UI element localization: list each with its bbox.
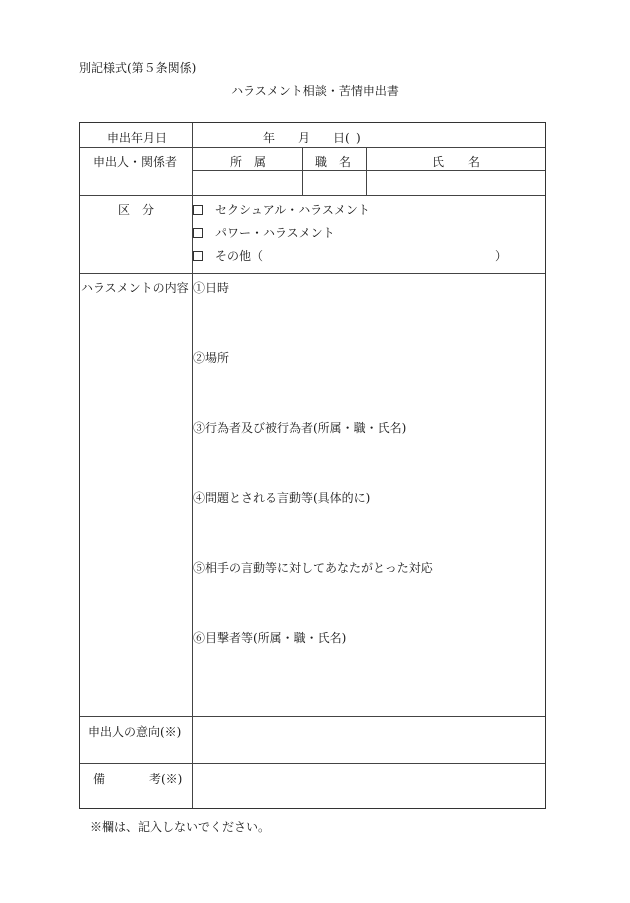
category-option-power[interactable] [193,226,335,240]
remarks-label-right: 考(※) [149,772,183,786]
remarks-label-left: 備 [93,772,106,786]
checkbox-icon[interactable] [193,251,203,261]
applicant-col-divider [302,147,303,195]
option-label: その他（ [215,249,264,263]
position-field[interactable] [306,174,364,192]
row-divider [80,147,545,148]
date-month-unit: 月 [298,131,311,145]
option-label: セクシュアル・ハラスメント [215,203,370,217]
affiliation-field[interactable] [196,174,298,192]
footnote: ※欄は、記入しないでください。 [90,820,271,834]
content-item-place: ②場所 [193,351,230,365]
content-item-datetime: ①日時 [193,281,230,295]
applicant-col-divider [366,147,367,195]
intent-field[interactable] [196,720,541,756]
category-option-other[interactable] [193,249,263,263]
content-item-parties: ③行為者及び被行為者(所属・職・氏名) [193,421,407,435]
date-label: 申出年月日 [107,131,168,145]
checkbox-icon[interactable] [193,228,203,238]
applicant-subrow-divider [192,170,545,171]
date-year-unit: 年 [263,131,276,145]
date-day-unit: 日( [333,131,350,145]
option-label: パワー・ハラスメント [215,226,335,240]
row-divider [80,273,545,274]
category-label: 区 分 [118,203,155,217]
remarks-field[interactable] [196,767,541,803]
applicant-label: 申出人・関係者 [93,155,178,169]
affiliation-header: 所 属 [230,155,267,169]
category-other-close: ） [495,249,508,263]
content-item-witnesses: ⑥目撃者等(所属・職・氏名) [193,631,347,645]
content-item-conduct: ④問題とされる言動等(具体的に) [193,491,371,505]
row-divider [80,716,545,717]
content-label: ハラスメントの内容 [81,281,189,295]
form-reference: 別記様式(第５条関係) [79,61,197,75]
position-header: 職 名 [315,155,352,169]
name-header: 氏 名 [432,155,481,169]
row-divider [80,763,545,764]
date-weekday-close: ) [356,131,361,145]
content-item-response: ⑤相手の言動等に対してあなたがとった対応 [193,561,433,575]
checkbox-icon[interactable] [193,205,203,215]
intent-label: 申出人の意向(※) [88,725,182,739]
name-field[interactable] [370,174,540,192]
row-divider [80,195,545,196]
category-option-sexual[interactable] [193,203,370,217]
document-title: ハラスメント相談・苦情申出書 [231,84,399,98]
